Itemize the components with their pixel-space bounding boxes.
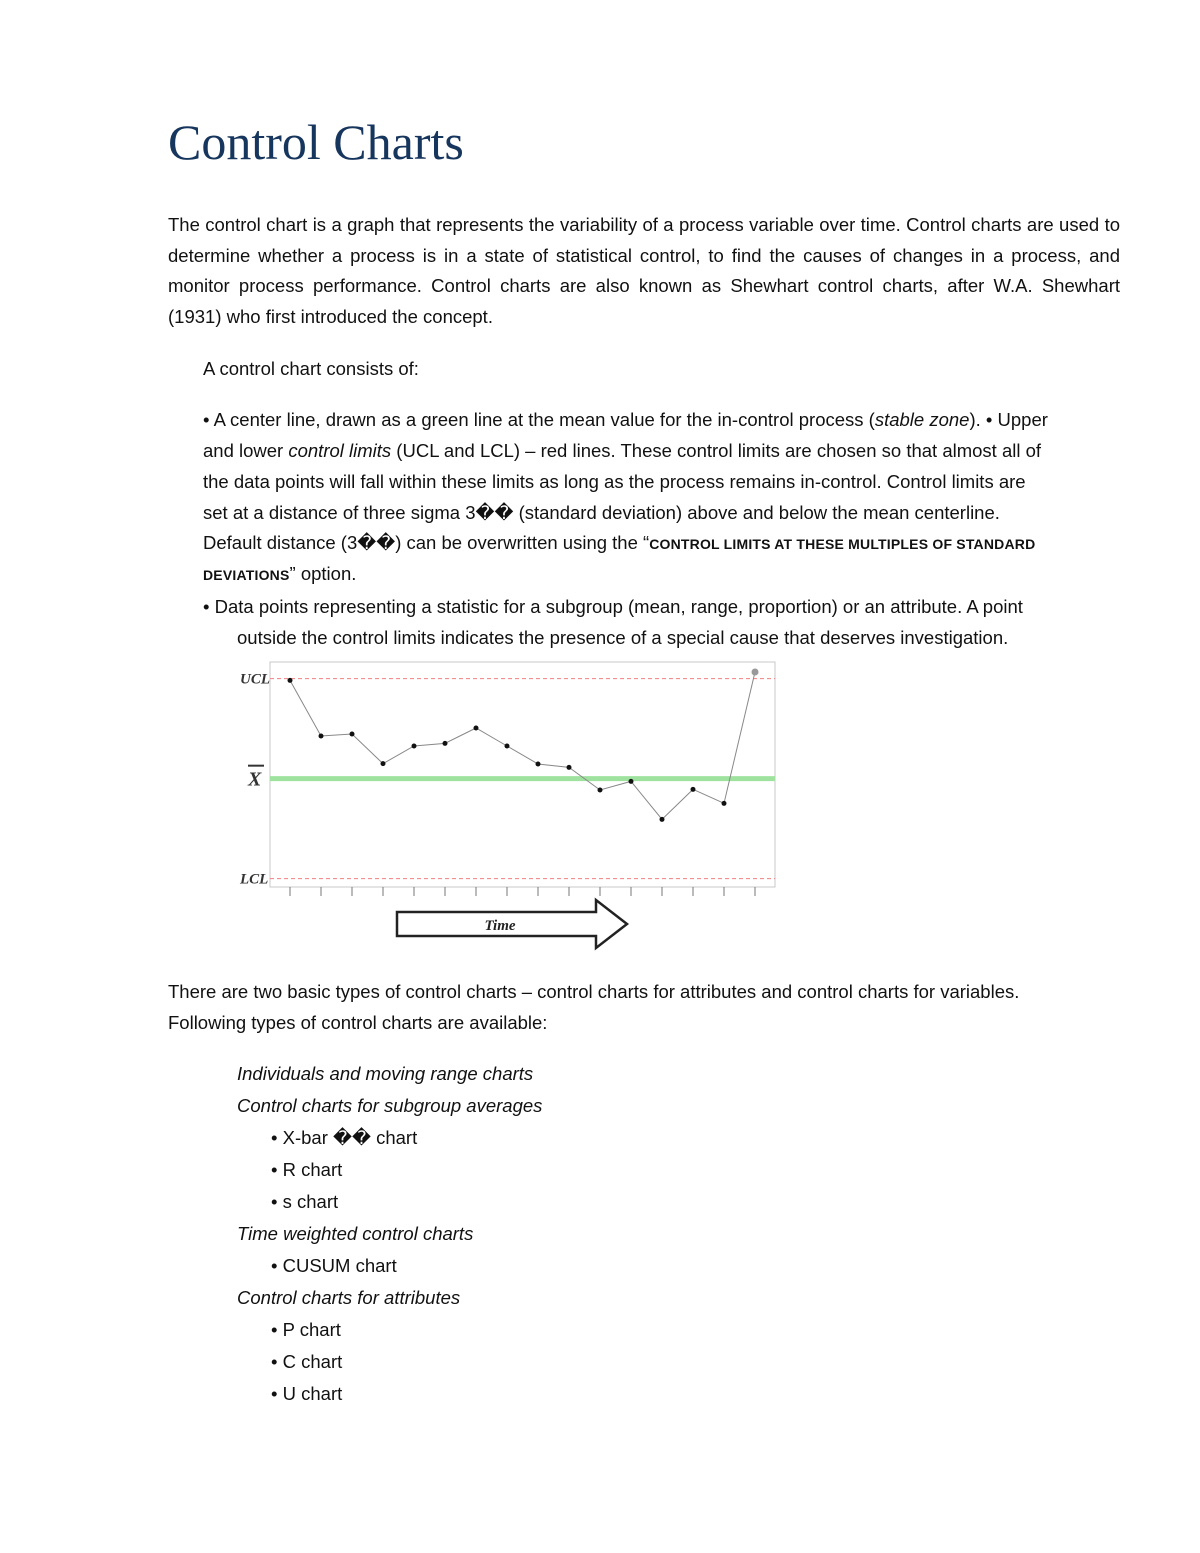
lcl-label: LCL <box>240 871 269 888</box>
option-name-caps: CONTROL LIMITS AT THESE MULTIPLES OF STANDARD <box>649 536 1036 552</box>
ucl-label: UCL <box>240 671 270 688</box>
data-point <box>381 761 386 766</box>
bullet2-line2: outside the control limits indicates the presence of a special cause that deserves investigation. <box>237 627 1009 648</box>
types-intro-line1: There are two basic types of control charts – control charts for attributes and control charts for variables. <box>168 981 1020 1002</box>
bullet1-line4: set at a distance of three sigma 3�� (standard deviation) above and below the mean centerline. <box>203 502 1000 523</box>
time-label: Time <box>484 918 516 934</box>
bullet2-line1: • Data points representing a statistic for a subgroup (mean, range, proportion) or an attribute. A point <box>203 596 1023 617</box>
chart-types-list <box>237 1058 542 1410</box>
chart-type-item: • s chart <box>271 1191 339 1212</box>
chart-category: Individuals and moving range charts <box>237 1063 534 1084</box>
bullet1-line3: the data points will fall within these limits as long as the process remains in-control. Control limits are <box>203 471 1026 492</box>
chart-type-item: • R chart <box>271 1159 343 1180</box>
text-run: ” option. <box>289 563 357 584</box>
center-label: X <box>248 768 262 791</box>
data-point <box>629 779 634 784</box>
data-point <box>598 788 603 793</box>
page-title: Control Charts <box>168 114 464 170</box>
text-run: • A center line, drawn as a green line at the mean value for the in-control process ( <box>203 409 875 430</box>
plot-frame <box>270 662 775 887</box>
control-chart-figure <box>230 656 790 956</box>
consists-heading: A control chart consists of: <box>203 358 419 379</box>
italic-term: stable zone <box>874 409 970 430</box>
data-point <box>350 732 355 737</box>
text-run: and lower <box>203 440 289 461</box>
data-point <box>412 744 417 749</box>
bullet1-line5 <box>203 528 1035 560</box>
bullet1-line2 <box>203 436 1041 467</box>
bullet1-line6 <box>203 559 356 591</box>
data-point <box>722 801 727 806</box>
data-point <box>536 762 541 767</box>
italic-term: control limits <box>288 440 392 461</box>
data-point <box>443 741 448 746</box>
text-run: ). • Upper <box>969 409 1048 430</box>
intro-paragraph: The control chart is a graph that represents the variability of a process variable over time. Control charts are used to determine whether a process is in a state of statistical control, to find the causes of changes in a process, and monitor process performance. Control charts are also known as Shewhart control charts, after W.A. Shewhart (1931) who first introduced the concept. <box>168 214 1120 327</box>
data-point <box>505 744 510 749</box>
text-run: Default distance (3��) can be overwritten using the “ <box>203 532 650 553</box>
data-point <box>567 765 572 770</box>
data-point <box>691 787 696 792</box>
chart-category: Time weighted control charts <box>237 1223 474 1244</box>
chart-category: Control charts for subgroup averages <box>237 1095 543 1116</box>
types-intro-line2: Following types of control charts are available: <box>168 1012 548 1033</box>
chart-type-item: • P chart <box>271 1319 341 1340</box>
out-of-control-point <box>752 669 759 676</box>
control-chart-svg <box>230 656 790 956</box>
chart-category: Control charts for attributes <box>237 1287 461 1308</box>
bullet1-line1 <box>203 405 1048 436</box>
data-point <box>660 817 665 822</box>
chart-type-item: • U chart <box>271 1383 343 1404</box>
x-axis-ticks <box>290 887 755 896</box>
chart-type-item: • C chart <box>271 1351 343 1372</box>
data-point <box>319 734 324 739</box>
data-point <box>474 726 479 731</box>
chart-type-item: • X-bar �� chart <box>271 1127 418 1148</box>
option-name-caps: DEVIATIONS <box>203 567 290 583</box>
data-point <box>288 678 293 683</box>
chart-type-item: • CUSUM chart <box>271 1255 397 1276</box>
text-run: (UCL and LCL) – red lines. These control limits are chosen so that almost all of <box>391 440 1042 461</box>
